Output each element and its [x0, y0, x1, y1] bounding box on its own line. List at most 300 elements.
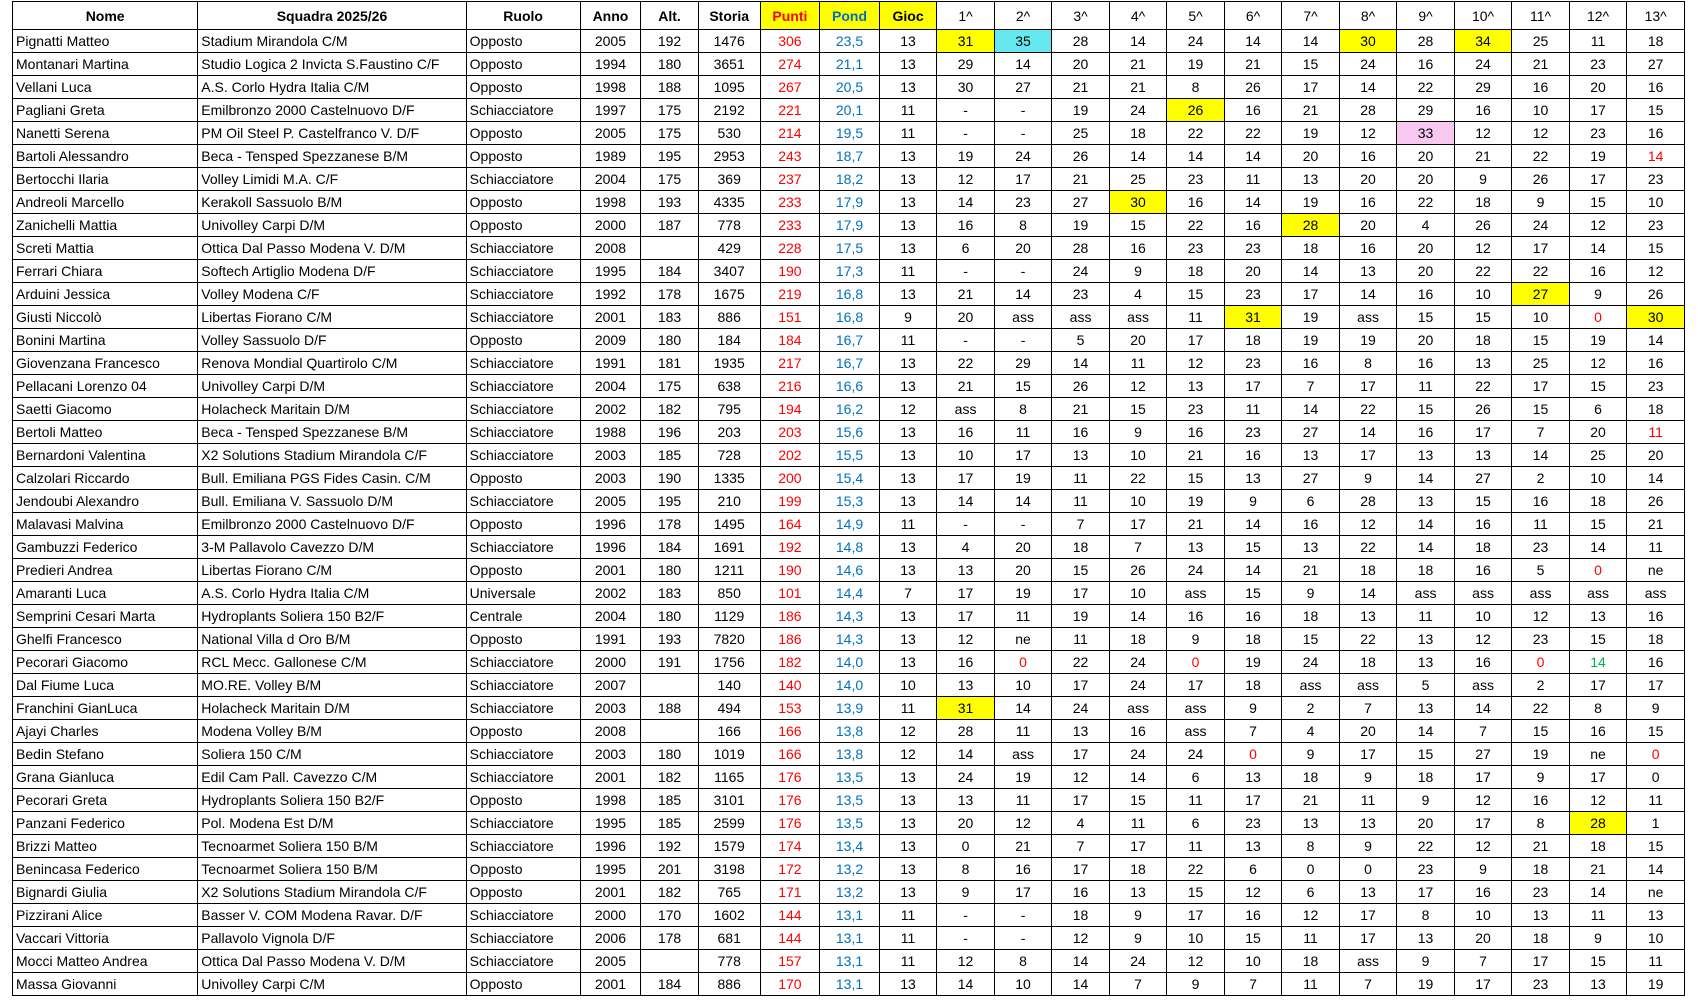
cell-nome: Ajayi Charles: [13, 720, 198, 743]
cell-gioc: 7: [879, 582, 937, 605]
cell-storia: 765: [698, 881, 760, 904]
cell-round-8: 13: [1339, 881, 1397, 904]
cell-round-10: 34: [1454, 30, 1512, 53]
cell-round-5: ass: [1167, 582, 1225, 605]
cell-round-3: 18: [1052, 904, 1110, 927]
cell-pond: 15,4: [820, 467, 880, 490]
cell-pond: 13,1: [820, 973, 880, 996]
cell-ruolo: Schiacciatore: [466, 306, 580, 329]
cell-round-12: 14: [1569, 237, 1627, 260]
cell-round-10: 22: [1454, 260, 1512, 283]
cell-round-13: 15: [1627, 99, 1685, 122]
cell-round-8: 14: [1339, 76, 1397, 99]
table-row: [13, 973, 1685, 996]
cell-round-13: 11: [1627, 950, 1685, 973]
cell-round-9: 15: [1397, 306, 1455, 329]
cell-storia: 1579: [698, 835, 760, 858]
cell-round-11: 8: [1512, 812, 1570, 835]
cell-round-7: 16: [1282, 352, 1340, 375]
cell-round-6: 0: [1224, 743, 1282, 766]
table-row: [13, 743, 1685, 766]
cell-round-4: 18: [1109, 858, 1167, 881]
cell-round-5: 17: [1167, 329, 1225, 352]
cell-gioc: 13: [879, 145, 937, 168]
cell-round-12: 14: [1569, 536, 1627, 559]
cell-nome: Malavasi Malvina: [13, 513, 198, 536]
cell-punti: 176: [760, 766, 820, 789]
cell-anno: 2008: [580, 237, 641, 260]
cell-round-8: 9: [1339, 766, 1397, 789]
cell-round-2: 8: [994, 950, 1052, 973]
table-row: [13, 835, 1685, 858]
cell-round-1: 21: [937, 283, 995, 306]
cell-squadra: Univolley Carpi C/M: [198, 973, 466, 996]
cell-round-6: 23: [1224, 237, 1282, 260]
cell-round-7: 19: [1282, 306, 1340, 329]
cell-round-4: 9: [1109, 260, 1167, 283]
cell-punti: 144: [760, 927, 820, 950]
cell-squadra: Ottica Dal Passo Modena V. D/M: [198, 950, 466, 973]
cell-round-3: 19: [1052, 605, 1110, 628]
cell-squadra: Stadium Mirandola C/M: [198, 30, 466, 53]
cell-round-13: ass: [1627, 582, 1685, 605]
cell-round-1: 13: [937, 674, 995, 697]
cell-round-2: -: [994, 904, 1052, 927]
cell-round-6: 14: [1224, 145, 1282, 168]
cell-round-6: 16: [1224, 99, 1282, 122]
cell-gioc: 13: [879, 536, 937, 559]
cell-round-1: 16: [937, 214, 995, 237]
cell-nome: Vellani Luca: [13, 76, 198, 99]
cell-round-4: 16: [1109, 720, 1167, 743]
cell-round-13: 1: [1627, 812, 1685, 835]
cell-squadra: National Villa d Oro B/M: [198, 628, 466, 651]
cell-round-9: 14: [1397, 720, 1455, 743]
cell-punti: 170: [760, 973, 820, 996]
cell-round-12: 8: [1569, 697, 1627, 720]
cell-nome: Giovenzana Francesco: [13, 352, 198, 375]
cell-gioc: 11: [879, 99, 937, 122]
cell-punti: 186: [760, 628, 820, 651]
cell-squadra: Emilbronzo 2000 Castelnuovo D/F: [198, 99, 466, 122]
cell-round-6: 17: [1224, 375, 1282, 398]
cell-round-3: 17: [1052, 789, 1110, 812]
cell-round-10: 15: [1454, 306, 1512, 329]
cell-alt: 178: [641, 927, 699, 950]
cell-gioc: 13: [879, 973, 937, 996]
cell-round-3: 28: [1052, 237, 1110, 260]
cell-round-2: 12: [994, 812, 1052, 835]
cell-round-10: 18: [1454, 191, 1512, 214]
cell-round-10: 26: [1454, 398, 1512, 421]
cell-punti: 233: [760, 191, 820, 214]
cell-punti: 184: [760, 329, 820, 352]
cell-punti: 228: [760, 237, 820, 260]
cell-ruolo: Schiacciatore: [466, 490, 580, 513]
cell-squadra: Pallavolo Vignola D/F: [198, 927, 466, 950]
cell-gioc: 13: [879, 467, 937, 490]
cell-punti: 172: [760, 858, 820, 881]
cell-round-3: 27: [1052, 191, 1110, 214]
cell-storia: 1095: [698, 76, 760, 99]
cell-storia: 3407: [698, 260, 760, 283]
header-round-1: 1^: [937, 2, 995, 30]
cell-pond: 14,4: [820, 582, 880, 605]
cell-round-6: 20: [1224, 260, 1282, 283]
cell-round-11: 25: [1512, 352, 1570, 375]
cell-storia: 3198: [698, 858, 760, 881]
cell-round-7: 19: [1282, 191, 1340, 214]
cell-anno: 1988: [580, 421, 641, 444]
cell-round-7: 17: [1282, 76, 1340, 99]
cell-round-2: 23: [994, 191, 1052, 214]
cell-gioc: 13: [879, 605, 937, 628]
cell-ruolo: Schiacciatore: [466, 444, 580, 467]
cell-round-11: ass: [1512, 582, 1570, 605]
cell-round-1: 13: [937, 789, 995, 812]
header-round-12: 12^: [1569, 2, 1627, 30]
cell-anno: 1998: [580, 191, 641, 214]
cell-round-12: 0: [1569, 559, 1627, 582]
cell-squadra: Pol. Modena Est D/M: [198, 812, 466, 835]
cell-squadra: Softech Artiglio Modena D/F: [198, 260, 466, 283]
cell-round-13: 18: [1627, 30, 1685, 53]
cell-squadra: Libertas Fiorano C/M: [198, 306, 466, 329]
cell-round-13: 20: [1627, 444, 1685, 467]
cell-round-5: 21: [1167, 513, 1225, 536]
cell-round-5: 24: [1167, 30, 1225, 53]
cell-punti: 221: [760, 99, 820, 122]
cell-round-3: 13: [1052, 720, 1110, 743]
cell-round-2: 29: [994, 352, 1052, 375]
header-round-8: 8^: [1339, 2, 1397, 30]
cell-round-8: 17: [1339, 444, 1397, 467]
cell-squadra: Ottica Dal Passo Modena V. D/M: [198, 237, 466, 260]
cell-round-3: 13: [1052, 444, 1110, 467]
cell-punti: 217: [760, 352, 820, 375]
cell-punti: 267: [760, 76, 820, 99]
cell-squadra: A.S. Corlo Hydra Italia C/M: [198, 582, 466, 605]
cell-round-11: 16: [1512, 76, 1570, 99]
cell-round-2: 27: [994, 76, 1052, 99]
table-row: [13, 306, 1685, 329]
cell-round-11: 2: [1512, 467, 1570, 490]
cell-round-1: 17: [937, 605, 995, 628]
cell-gioc: 13: [879, 881, 937, 904]
cell-storia: 1495: [698, 513, 760, 536]
cell-ruolo: Schiacciatore: [466, 927, 580, 950]
cell-round-1: 17: [937, 467, 995, 490]
table-row: [13, 628, 1685, 651]
cell-ruolo: Opposto: [466, 881, 580, 904]
cell-round-2: 11: [994, 421, 1052, 444]
cell-round-7: 21: [1282, 99, 1340, 122]
cell-round-10: 10: [1454, 904, 1512, 927]
cell-anno: 1996: [580, 513, 641, 536]
cell-storia: 778: [698, 214, 760, 237]
cell-round-5: 9: [1167, 628, 1225, 651]
cell-round-3: ass: [1052, 306, 1110, 329]
cell-squadra: Soliera 150 C/M: [198, 743, 466, 766]
cell-round-1: 29: [937, 53, 995, 76]
cell-round-5: 19: [1167, 53, 1225, 76]
cell-anno: 2007: [580, 674, 641, 697]
cell-round-12: 6: [1569, 398, 1627, 421]
cell-round-7: 14: [1282, 30, 1340, 53]
cell-round-1: 16: [937, 651, 995, 674]
cell-round-10: 12: [1454, 628, 1512, 651]
cell-round-8: 14: [1339, 283, 1397, 306]
cell-round-11: 15: [1512, 329, 1570, 352]
cell-round-6: 16: [1224, 904, 1282, 927]
cell-round-12: 15: [1569, 191, 1627, 214]
table-row: [13, 605, 1685, 628]
cell-round-11: 11: [1512, 513, 1570, 536]
cell-round-1: 14: [937, 743, 995, 766]
cell-round-5: 17: [1167, 904, 1225, 927]
cell-anno: 2004: [580, 168, 641, 191]
cell-round-8: 17: [1339, 904, 1397, 927]
cell-ruolo: Schiacciatore: [466, 168, 580, 191]
cell-round-11: 7: [1512, 421, 1570, 444]
cell-squadra: Hydroplants Soliera 150 B2/F: [198, 605, 466, 628]
cell-anno: 1994: [580, 53, 641, 76]
cell-round-2: 19: [994, 467, 1052, 490]
cell-squadra: Holacheck Maritain D/M: [198, 398, 466, 421]
cell-round-8: ass: [1339, 950, 1397, 973]
table-row: [13, 467, 1685, 490]
cell-round-13: 23: [1627, 375, 1685, 398]
cell-squadra: Volley Sassuolo D/F: [198, 329, 466, 352]
cell-round-7: 9: [1282, 582, 1340, 605]
cell-round-2: 20: [994, 559, 1052, 582]
cell-storia: 795: [698, 398, 760, 421]
cell-round-2: 15: [994, 375, 1052, 398]
cell-round-13: ne: [1627, 559, 1685, 582]
cell-round-1: 8: [937, 858, 995, 881]
cell-round-9: 11: [1397, 375, 1455, 398]
cell-anno: 2003: [580, 467, 641, 490]
cell-round-10: 10: [1454, 605, 1512, 628]
cell-anno: 2001: [580, 766, 641, 789]
table-body: [13, 30, 1685, 996]
cell-round-3: 17: [1052, 674, 1110, 697]
cell-nome: Montanari Martina: [13, 53, 198, 76]
cell-round-11: 27: [1512, 283, 1570, 306]
cell-round-2: 0: [994, 651, 1052, 674]
cell-punti: 190: [760, 260, 820, 283]
cell-round-13: 16: [1627, 605, 1685, 628]
cell-punti: 202: [760, 444, 820, 467]
table-row: [13, 375, 1685, 398]
cell-round-3: 14: [1052, 973, 1110, 996]
cell-round-13: 0: [1627, 766, 1685, 789]
cell-nome: Grana Gianluca: [13, 766, 198, 789]
cell-storia: 1756: [698, 651, 760, 674]
cell-ruolo: Schiacciatore: [466, 398, 580, 421]
cell-squadra: Emilbronzo 2000 Castelnuovo D/F: [198, 513, 466, 536]
cell-round-6: 22: [1224, 122, 1282, 145]
table-row: [13, 283, 1685, 306]
cell-round-9: 20: [1397, 329, 1455, 352]
cell-round-2: 20: [994, 237, 1052, 260]
cell-round-1: 14: [937, 973, 995, 996]
cell-round-5: 24: [1167, 743, 1225, 766]
cell-nome: Nanetti Serena: [13, 122, 198, 145]
cell-round-4: 24: [1109, 950, 1167, 973]
cell-anno: 1989: [580, 145, 641, 168]
cell-round-3: 21: [1052, 76, 1110, 99]
cell-round-5: 6: [1167, 766, 1225, 789]
cell-nome: Amaranti Luca: [13, 582, 198, 605]
cell-round-12: 23: [1569, 53, 1627, 76]
cell-round-12: 9: [1569, 927, 1627, 950]
cell-round-11: 17: [1512, 375, 1570, 398]
cell-punti: 243: [760, 145, 820, 168]
cell-round-4: 10: [1109, 444, 1167, 467]
cell-nome: Jendoubi Alexandro: [13, 490, 198, 513]
cell-round-12: 12: [1569, 214, 1627, 237]
cell-alt: 183: [641, 306, 699, 329]
cell-ruolo: Schiacciatore: [466, 260, 580, 283]
cell-round-11: 21: [1512, 53, 1570, 76]
table-row: [13, 766, 1685, 789]
header-round-11: 11^: [1512, 2, 1570, 30]
cell-round-7: 18: [1282, 950, 1340, 973]
cell-anno: 2005: [580, 950, 641, 973]
cell-round-1: 20: [937, 812, 995, 835]
cell-round-11: 2: [1512, 674, 1570, 697]
cell-gioc: 13: [879, 444, 937, 467]
cell-round-3: 17: [1052, 743, 1110, 766]
cell-pond: 20,1: [820, 99, 880, 122]
cell-round-12: 0: [1569, 306, 1627, 329]
cell-gioc: 13: [879, 283, 937, 306]
cell-alt: 180: [641, 329, 699, 352]
cell-ruolo: Schiacciatore: [466, 766, 580, 789]
cell-round-13: 16: [1627, 352, 1685, 375]
cell-round-11: 5: [1512, 559, 1570, 582]
cell-round-8: 22: [1339, 536, 1397, 559]
cell-punti: 194: [760, 398, 820, 421]
cell-gioc: 13: [879, 421, 937, 444]
cell-round-4: 9: [1109, 927, 1167, 950]
cell-round-3: 7: [1052, 513, 1110, 536]
table-row: [13, 950, 1685, 973]
cell-ruolo: Schiacciatore: [466, 237, 580, 260]
cell-round-2: ass: [994, 306, 1052, 329]
cell-round-2: 17: [994, 444, 1052, 467]
cell-anno: 2008: [580, 720, 641, 743]
cell-round-4: 10: [1109, 490, 1167, 513]
cell-round-11: 23: [1512, 628, 1570, 651]
cell-round-13: 18: [1627, 398, 1685, 421]
cell-round-1: 31: [937, 30, 995, 53]
cell-round-1: 16: [937, 421, 995, 444]
cell-round-10: 24: [1454, 53, 1512, 76]
cell-nome: Predieri Andrea: [13, 559, 198, 582]
cell-storia: 1335: [698, 467, 760, 490]
cell-round-6: 18: [1224, 674, 1282, 697]
cell-round-4: 9: [1109, 904, 1167, 927]
cell-storia: 2953: [698, 145, 760, 168]
cell-round-4: 30: [1109, 191, 1167, 214]
cell-round-11: 14: [1512, 444, 1570, 467]
cell-round-5: 13: [1167, 375, 1225, 398]
cell-round-13: 23: [1627, 214, 1685, 237]
cell-round-3: 7: [1052, 835, 1110, 858]
cell-anno: 1995: [580, 812, 641, 835]
cell-storia: 1691: [698, 536, 760, 559]
cell-round-3: 16: [1052, 881, 1110, 904]
cell-ruolo: Centrale: [466, 605, 580, 628]
cell-squadra: Libertas Fiorano C/M: [198, 559, 466, 582]
cell-round-9: 16: [1397, 421, 1455, 444]
cell-punti: 101: [760, 582, 820, 605]
cell-round-9: 17: [1397, 881, 1455, 904]
table-row: [13, 168, 1685, 191]
cell-round-9: 8: [1397, 904, 1455, 927]
cell-round-2: 24: [994, 145, 1052, 168]
cell-round-8: 13: [1339, 260, 1397, 283]
cell-round-4: 17: [1109, 513, 1167, 536]
cell-storia: 494: [698, 697, 760, 720]
cell-anno: 2002: [580, 582, 641, 605]
cell-round-6: 14: [1224, 513, 1282, 536]
cell-punti: 182: [760, 651, 820, 674]
cell-round-8: 16: [1339, 237, 1397, 260]
cell-alt: 175: [641, 99, 699, 122]
cell-round-11: 22: [1512, 145, 1570, 168]
cell-anno: 2009: [580, 329, 641, 352]
cell-round-10: 27: [1454, 743, 1512, 766]
cell-round-5: 15: [1167, 881, 1225, 904]
cell-anno: 2004: [580, 375, 641, 398]
cell-punti: 166: [760, 743, 820, 766]
cell-anno: 1997: [580, 99, 641, 122]
cell-gioc: 13: [879, 789, 937, 812]
cell-pond: 23,5: [820, 30, 880, 53]
cell-ruolo: Schiacciatore: [466, 950, 580, 973]
cell-round-6: 9: [1224, 697, 1282, 720]
cell-alt: 184: [641, 536, 699, 559]
cell-ruolo: Universale: [466, 582, 580, 605]
cell-nome: Ghelfi Francesco: [13, 628, 198, 651]
cell-round-4: 14: [1109, 766, 1167, 789]
cell-gioc: 11: [879, 697, 937, 720]
cell-pond: 18,7: [820, 145, 880, 168]
cell-round-7: 21: [1282, 559, 1340, 582]
cell-round-2: 11: [994, 789, 1052, 812]
cell-nome: Bartoli Alessandro: [13, 145, 198, 168]
cell-round-8: ass: [1339, 674, 1397, 697]
cell-round-3: 17: [1052, 858, 1110, 881]
table-row: [13, 582, 1685, 605]
cell-ruolo: Opposto: [466, 559, 580, 582]
cell-squadra: X2 Solutions Stadium Mirandola C/F: [198, 444, 466, 467]
cell-round-11: 9: [1512, 766, 1570, 789]
cell-round-9: 29: [1397, 99, 1455, 122]
cell-round-9: 13: [1397, 490, 1455, 513]
cell-round-11: 26: [1512, 168, 1570, 191]
cell-round-2: 10: [994, 674, 1052, 697]
cell-round-5: 21: [1167, 444, 1225, 467]
cell-round-13: 26: [1627, 283, 1685, 306]
cell-squadra: Volley Limidi M.A. C/F: [198, 168, 466, 191]
cell-punti: 186: [760, 605, 820, 628]
table-row: [13, 858, 1685, 881]
cell-round-6: 17: [1224, 789, 1282, 812]
